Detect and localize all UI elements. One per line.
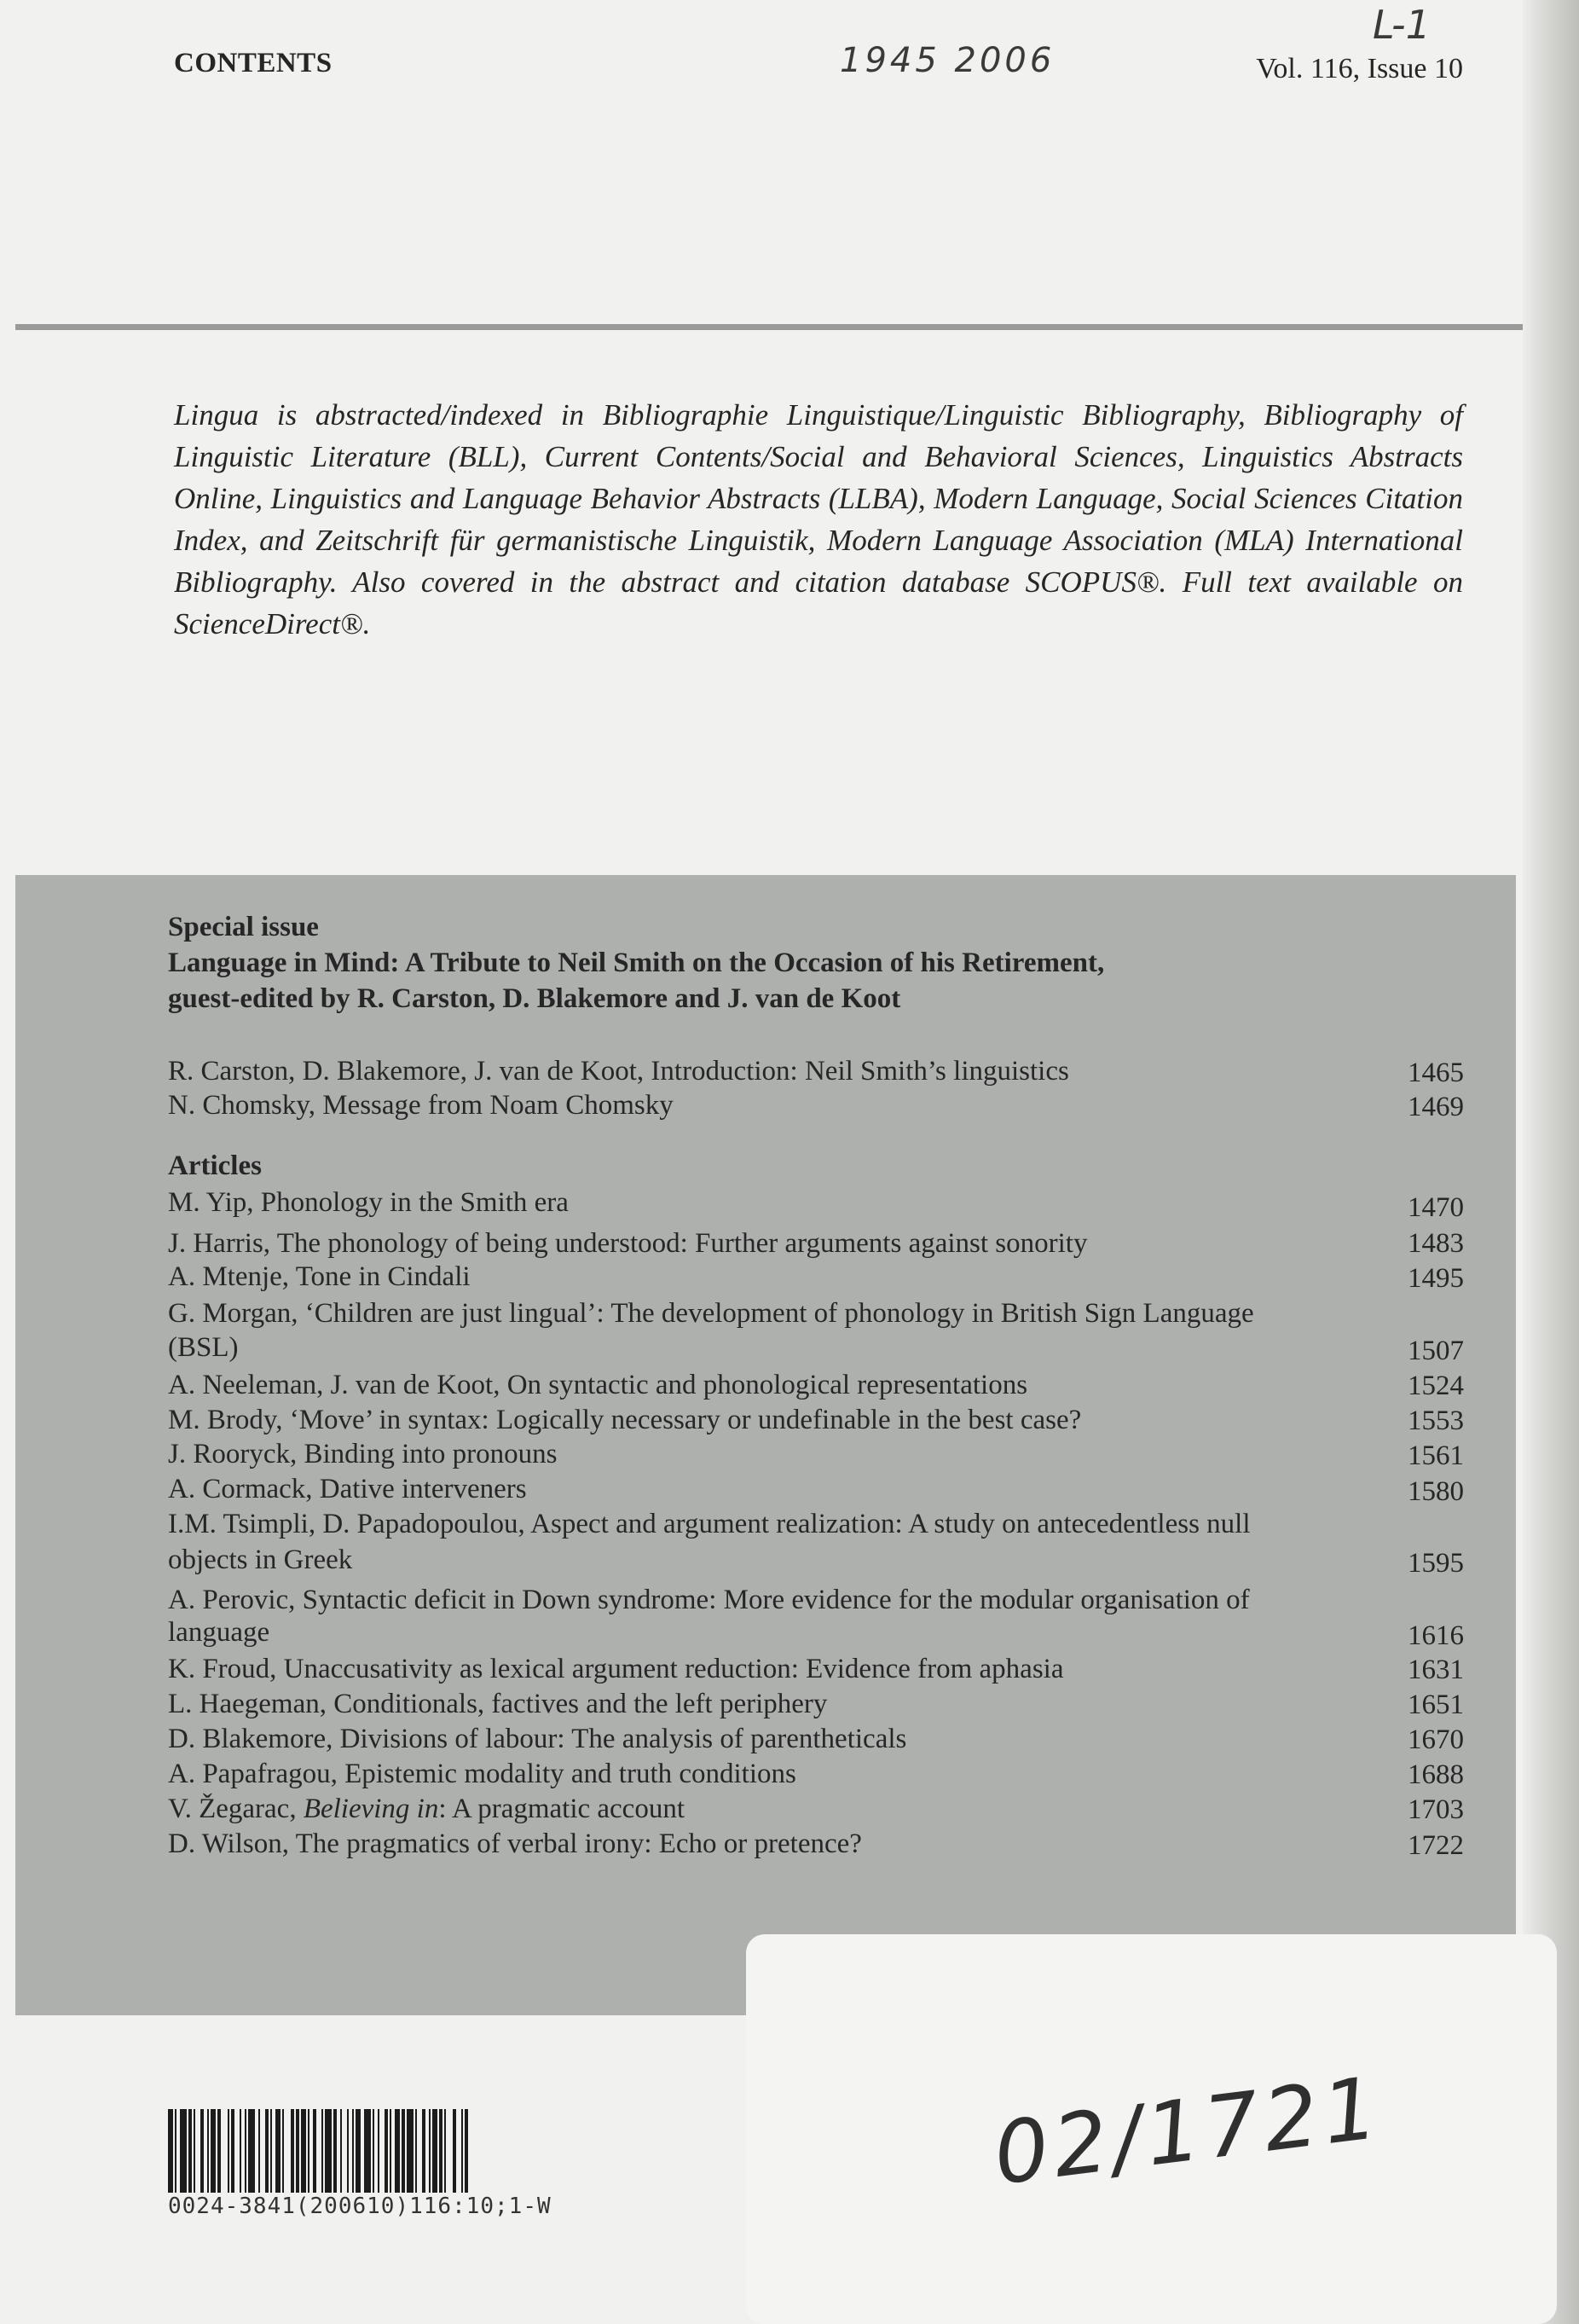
barcode-bar: [168, 2109, 173, 2193]
indexing-statement: Lingua is abstracted/indexed in Bibliographie Linguistique/Linguistic Bibliography, Bibliography of Linguistic Literature (BLL), Current Contents/Social and Behavioral Sciences, Linguistics Abstracts Online, Linguistics and Language Behavior Abstracts (LLBA), Modern Language, Social Sciences Citation Index, and Zeitschrift für germanistische Linguistik, Modern Language Association (MLA) International Bibliography. Also covered in the abstract and citation database SCOPUS®. Full text available on ScienceDirect®.: [174, 398, 1463, 640]
toc-entry-author: V. Žegarac,: [168, 1794, 304, 1824]
barcode-bar: [270, 2109, 272, 2193]
toc-entry: L. Haegeman, Conditionals, factives and the left periphery: [168, 1689, 828, 1719]
barcode-bar: [265, 2109, 269, 2193]
toc-page-number: 1595: [1408, 1548, 1464, 1579]
toc-entry: [168, 1792, 1366, 1826]
barcode-bar: [211, 2109, 216, 2193]
handwritten-note-top: 1945 2006: [840, 41, 1056, 80]
toc-entry: A. Mtenje, Tone in Cindali: [168, 1261, 471, 1292]
barcode-bar: [321, 2109, 323, 2193]
header-divider: [15, 324, 1523, 330]
toc-page-number: 1495: [1408, 1263, 1464, 1294]
barcode-bar: [231, 2109, 234, 2193]
toc-entry: I.M. Tsimpli, D. Papadopoulou, Aspect and argument realization: A study on antecedentless null: [168, 1509, 1251, 1539]
barcode-bar: [385, 2109, 388, 2193]
barcode-bar: [217, 2109, 221, 2193]
toc-page-number: 1483: [1408, 1228, 1464, 1259]
toc-entry-continued: language: [168, 1617, 270, 1648]
barcode-bar: [415, 2109, 417, 2193]
toc-entry: D. Wilson, The pragmatics of verbal irony: Echo or pretence?: [168, 1828, 862, 1859]
barcode-bar: [258, 2109, 260, 2193]
toc-page-number: 1524: [1408, 1371, 1464, 1401]
barcode-number: 0024-3841(200610)116:10;1-W: [168, 2194, 552, 2219]
barcode-bar: [282, 2109, 284, 2193]
barcode-bar: [402, 2109, 405, 2193]
barcode-bar: [200, 2109, 204, 2193]
barcode-bar: [373, 2109, 374, 2193]
barcode-bar: [245, 2109, 246, 2193]
volume-issue: Vol. 116, Issue 10: [1256, 53, 1463, 84]
barcode-bar: [291, 2109, 294, 2193]
special-issue-editors: guest-edited by R. Carston, D. Blakemore and J. van de Koot: [168, 983, 901, 1014]
toc-page-number: 1616: [1408, 1620, 1464, 1651]
barcode-bar: [194, 2109, 195, 2193]
toc-page-number: 1670: [1408, 1724, 1464, 1755]
barcode-bar: [407, 2109, 414, 2193]
toc-entry: K. Froud, Unaccusativity as lexical argument reduction: Evidence from aphasia: [168, 1654, 1064, 1684]
barcode-bar: [308, 2109, 309, 2193]
toc-page-number: 1553: [1408, 1405, 1464, 1436]
barcode-bar: [395, 2109, 400, 2193]
barcode-bar: [188, 2109, 192, 2193]
barcode-bar: [453, 2109, 456, 2193]
barcode-bar: [347, 2109, 349, 2193]
contents-heading: CONTENTS: [174, 48, 333, 78]
toc-entry: D. Blakemore, Divisions of labour: The analysis of parentheticals: [168, 1724, 907, 1754]
toc-entry: A. Papafragou, Epistemic modality and truth conditions: [168, 1759, 796, 1789]
toc-page-number: 1469: [1408, 1092, 1464, 1122]
toc-entry: R. Carston, D. Blakemore, J. van de Koot, Introduction: Neil Smith’s linguistics: [168, 1056, 1069, 1087]
toc-entry: A. Perovic, Syntactic deficit in Down syndrome: More evidence for the modular organisation of: [168, 1585, 1250, 1615]
barcode-bar: [180, 2109, 187, 2193]
barcode-bar: [364, 2109, 371, 2193]
handwritten-shelf-number: 02/1721: [988, 2057, 1388, 2205]
barcode-bar: [248, 2109, 255, 2193]
special-issue-title: Language in Mind: A Tribute to Neil Smith on the Occasion of his Retirement,: [168, 948, 1105, 978]
barcode-bar: [439, 2109, 442, 2193]
special-issue-heading: [168, 909, 1447, 1017]
barcode-bar: [301, 2109, 306, 2193]
articles-heading: Articles: [168, 1150, 262, 1181]
toc-page-number: 1561: [1408, 1440, 1464, 1471]
toc-entry: M. Brody, ‘Move’ in syntax: Logically necessary or undefinable in the best case?: [168, 1405, 1082, 1435]
toc-page-number: 1651: [1408, 1689, 1464, 1720]
toc-entry-continued: objects in Greek: [168, 1545, 353, 1575]
toc-entry: A. Neeleman, J. van de Koot, On syntactic and phonological representations: [168, 1370, 1028, 1400]
toc-entry: A. Cormack, Dative interveners: [168, 1474, 527, 1504]
barcode-bar: [429, 2109, 431, 2193]
barcode-bar: [275, 2109, 281, 2193]
barcode-bar: [461, 2109, 463, 2193]
handwritten-note-corner: L-1: [1373, 2, 1431, 48]
barcode-bars: [166, 2109, 661, 2193]
barcode-bar: [325, 2109, 332, 2193]
barcode-bar: [175, 2109, 176, 2193]
toc-entry-title-rest: : A pragmatic account: [438, 1794, 685, 1824]
toc-page-number: 1688: [1408, 1759, 1464, 1790]
special-issue-label: Special issue: [168, 912, 319, 942]
barcode-bar: [333, 2109, 337, 2193]
barcode-bar: [240, 2109, 241, 2193]
barcode-bar: [444, 2109, 446, 2193]
barcode-bar: [313, 2109, 316, 2193]
toc-page-number: 1580: [1408, 1476, 1464, 1507]
barcode-bar: [378, 2109, 379, 2193]
toc-entry: M. Yip, Phonology in the Smith era: [168, 1187, 569, 1218]
toc-entry-continued: (BSL): [168, 1332, 239, 1363]
toc-page-number: 1507: [1408, 1336, 1464, 1366]
toc-entry-italic-title: Believing in: [303, 1794, 439, 1824]
toc-page-number: 1722: [1408, 1830, 1464, 1861]
barcode-bar: [390, 2109, 391, 2193]
barcode-bar: [340, 2109, 342, 2193]
barcode-bar: [207, 2109, 209, 2193]
barcode-bar: [228, 2109, 229, 2193]
barcode-bar: [465, 2109, 468, 2193]
barcode-bar: [422, 2109, 425, 2193]
barcode-bar: [296, 2109, 299, 2193]
toc-page-number: 1631: [1408, 1655, 1464, 1685]
toc-entry: G. Morgan, ‘Children are just lingual’: The development of phonology in British Sign Language: [168, 1298, 1254, 1329]
barcode-bar: [352, 2109, 354, 2193]
toc-page-number: 1703: [1408, 1794, 1464, 1825]
toc-entry: J. Harris, The phonology of being understood: Further arguments against sonority: [168, 1228, 1088, 1259]
toc-entry: N. Chomsky, Message from Noam Chomsky: [168, 1090, 674, 1121]
toc-page-number: 1465: [1408, 1058, 1464, 1088]
barcode-bar: [356, 2109, 361, 2193]
toc-entry: J. Rooryck, Binding into pronouns: [168, 1439, 558, 1469]
barcode-bar: [432, 2109, 437, 2193]
toc-page-number: 1470: [1408, 1192, 1464, 1223]
barcode: [166, 2109, 661, 2193]
